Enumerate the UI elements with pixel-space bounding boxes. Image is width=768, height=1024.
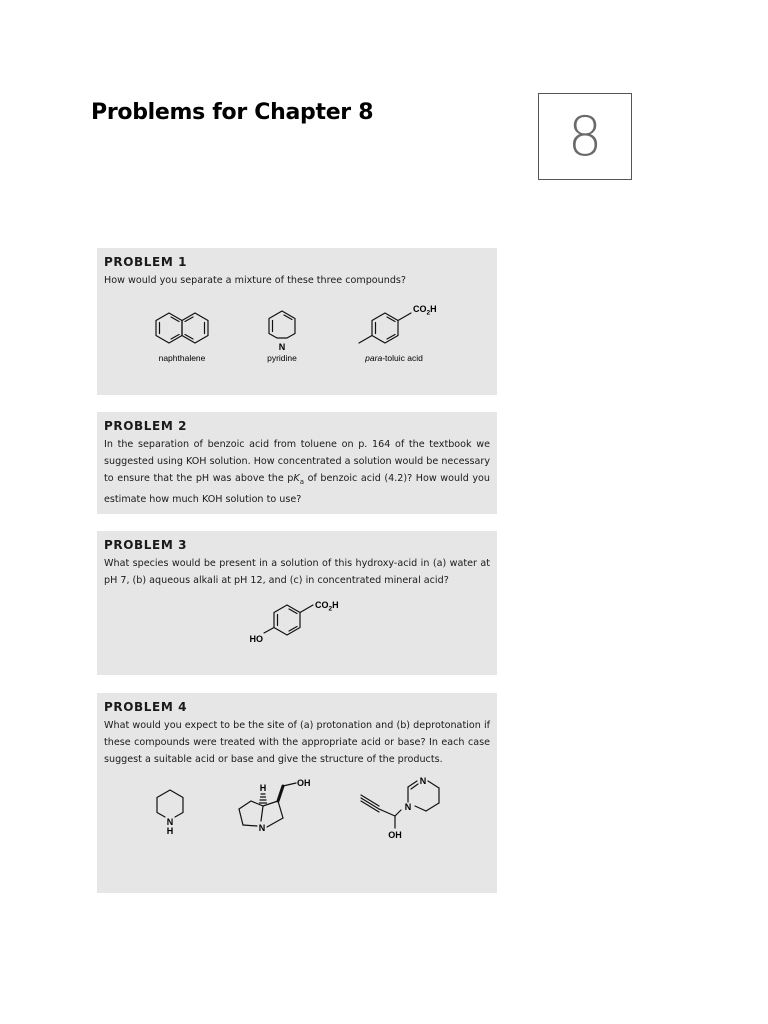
amidine-alcohol-structure (361, 781, 439, 828)
problem-3-structure (97, 597, 497, 677)
problem-1-structures (97, 298, 497, 398)
piperidine-structure (157, 790, 183, 817)
page-title: Problems for Chapter 8 (91, 100, 374, 125)
amidine-n1-atom: N (404, 802, 412, 812)
pyridine-n-atom: N (278, 342, 286, 352)
alcohol-oh-label: OH (388, 830, 402, 840)
problem-1 (97, 248, 497, 395)
hydroxybenzoic-acid-structure (264, 605, 313, 635)
naphthalene-structure (156, 313, 208, 343)
problem-2 (97, 412, 497, 514)
piperidine-n-atom: N (166, 817, 174, 827)
problem-heading: PROBLEM 4 (104, 700, 188, 714)
naphthalene-label: naphthalene (158, 353, 206, 363)
bridgehead-h-atom: H (259, 783, 267, 793)
hydroxyl-group-label: HO (249, 634, 263, 644)
problem-heading: PROBLEM 2 (104, 419, 188, 433)
pyrrolizidine-structure (239, 783, 296, 827)
problem-3 (97, 531, 497, 675)
toluic-acid-structure (359, 313, 411, 343)
problem-text: In the separation of benzoic acid from toluene on p. 164 of the textbook we suggested using KOH solution. How concentrated a solution would be necessary to ensure that the pH was above the $pK_a$ of benzoic acid (4.2)? How would you estimate how much KOH solution to use? (104, 439, 491, 505)
toluic-acid-label: para-toluic acid (365, 353, 423, 363)
amidine-n2-atom: N (419, 776, 427, 786)
carboxyl-group-label: $CO_2H$ (413, 304, 437, 317)
problem-heading: PROBLEM 1 (104, 255, 188, 269)
hydroxyl-group-label: OH (297, 778, 311, 788)
problem-text: How would you separate a mixture of these three compounds? (104, 275, 407, 286)
carboxyl-group-label: $CO_2H$ (315, 600, 339, 613)
pyrrolizidine-n-atom: N (258, 823, 266, 833)
problem-heading: PROBLEM 3 (104, 538, 188, 552)
problem-text: What species would be present in a solution of this hydroxy-acid in (a) water at pH 7, (b) aqueous alkali at pH 12, and (c) in concentrated mineral acid? (104, 558, 490, 586)
problem-4 (97, 693, 497, 893)
pyridine-structure (269, 311, 295, 338)
problem-4-structures (97, 776, 497, 871)
problem-text: What would you expect to be the site of (a) protonation and (b) deprotonation if these compounds were treated with the appropriate acid or base? In each case suggest a suitable acid or base and give the structure of the products. (104, 720, 490, 765)
chapter-number-box: 8 (538, 93, 632, 180)
pyridine-label: pyridine (267, 353, 297, 363)
piperidine-h-atom: H (166, 826, 174, 836)
